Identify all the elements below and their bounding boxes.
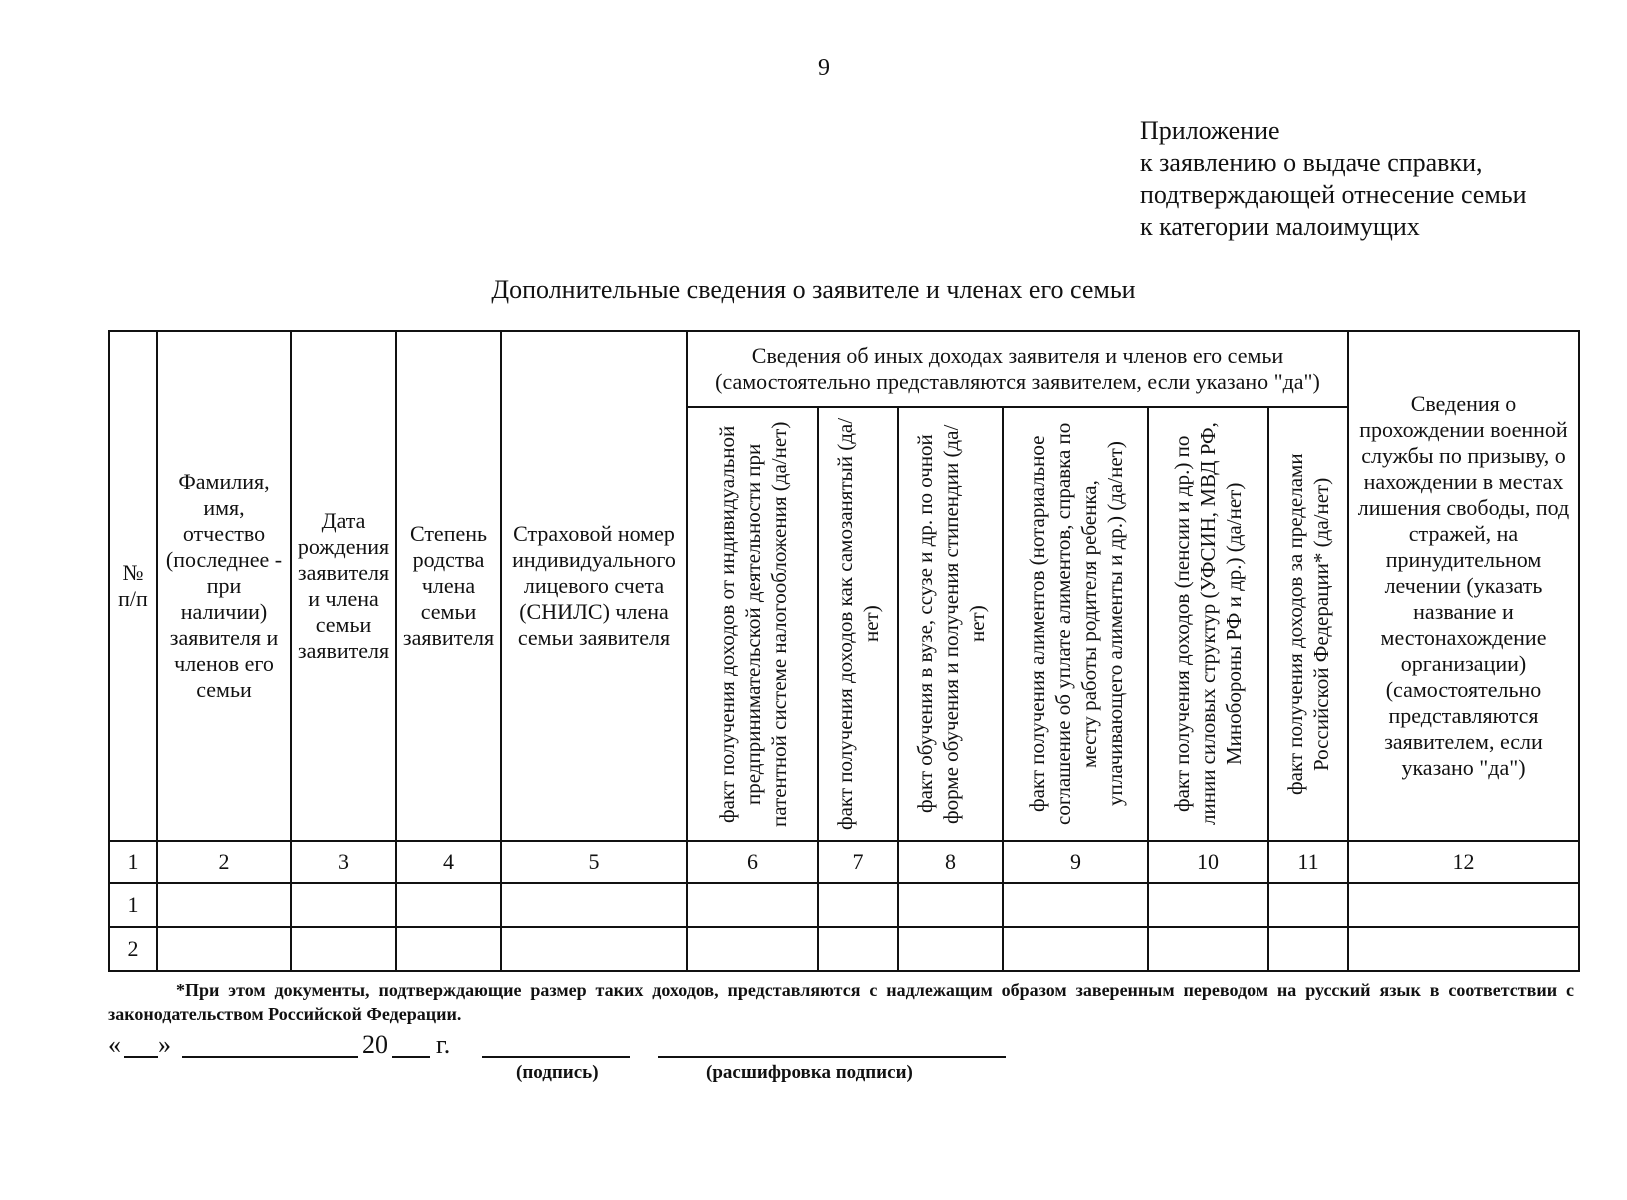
column-number: 2: [157, 841, 291, 883]
month-blank-line[interactable]: [182, 1056, 358, 1058]
header-foreign-income: факт получения доходов за пределами Российской Федерации* (да/нет): [1268, 407, 1348, 841]
column-number: 1: [109, 841, 157, 883]
signature-caption: (подпись): [516, 1062, 599, 1083]
row-number: 1: [109, 883, 157, 927]
header-snils: Страховой номер индивидуального лицевого счета (СНИЛС) члена семьи заявителя: [501, 331, 687, 841]
header-security-pension: факт получения доходов (пенсии и др.) по линии силовых структур (УФСИН, МВД РФ, Минобороны РФ и др.) (да/нет): [1148, 407, 1268, 841]
table-cell[interactable]: [898, 883, 1003, 927]
header-study-stipend: факт обучения в вузе, ссузе и др. по очной форме обучения и получения стипендии (да/нет): [898, 407, 1003, 841]
table-cell[interactable]: [898, 927, 1003, 971]
column-number: 11: [1268, 841, 1348, 883]
column-number: 3: [291, 841, 396, 883]
table-cell[interactable]: [501, 927, 687, 971]
appendix-block: [1140, 115, 1527, 243]
table-cell[interactable]: [1148, 883, 1268, 927]
table-cell[interactable]: [1268, 883, 1348, 927]
column-number-row: [109, 841, 1579, 883]
appendix-line: Приложение: [1140, 116, 1280, 145]
document-title: Дополнительные сведения о заявителе и членах его семьи: [491, 275, 1136, 304]
signature-decoding-caption: (расшифровка подписи): [706, 1062, 913, 1083]
column-number: 12: [1348, 841, 1579, 883]
footnote-text: *При этом документы, подтверждающие размер таких доходов, представляются с надлежащим образом заверенным переводом на русский язык в соответствии с законодательством Российской Федерации.: [108, 980, 1574, 1024]
header-relationship: Степень родства члена семьи заявителя: [396, 331, 501, 841]
appendix-line: подтверждающей отнесение семьи: [1140, 180, 1527, 209]
year-suffix: г.: [436, 1030, 451, 1059]
table-cell[interactable]: [687, 883, 818, 927]
header-number: № п/п: [109, 331, 157, 841]
table-cell[interactable]: [1003, 927, 1148, 971]
header-birth-date: Дата рождения заявителя и члена семьи заявителя: [291, 331, 396, 841]
table-cell[interactable]: [291, 927, 396, 971]
row-number: 2: [109, 927, 157, 971]
table-cell[interactable]: [687, 927, 818, 971]
column-number: 6: [687, 841, 818, 883]
header-alimony: факт получения алиментов (нотариальное соглашение об уплате алиментов, справка по месту работы родителя ребенка, уплачивающего алименты и др.) (да/нет): [1003, 407, 1148, 841]
year-prefix: 20: [362, 1030, 388, 1059]
table-cell[interactable]: [291, 883, 396, 927]
table-cell[interactable]: [157, 883, 291, 927]
footnote: [108, 978, 1574, 1026]
header-other-income-group: Сведения об иных доходах заявителя и членов его семьи (самостоятельно представляются заявителем, если указано "да"): [687, 331, 1348, 407]
column-number: 5: [501, 841, 687, 883]
column-number: 8: [898, 841, 1003, 883]
signature-decoding-blank-line[interactable]: [658, 1056, 1006, 1058]
table-row: [109, 927, 1579, 971]
appendix-line: к категории малоимущих: [1140, 212, 1420, 241]
page-number: 9: [818, 55, 830, 81]
signature-blank-line[interactable]: [482, 1056, 630, 1058]
header-patent-income: факт получения доходов от индивидуальной предпринимательской деятельности при патентной системе налогообложения (да/нет): [687, 407, 818, 841]
appendix-line: к заявлению о выдаче справки,: [1140, 148, 1483, 177]
table-cell[interactable]: [501, 883, 687, 927]
column-number: 7: [818, 841, 898, 883]
header-military-service: Сведения о прохождении военной службы по призыву, о нахождении в местах лишения свободы, под стражей, на принудительном лечении (указать название и местонахождение организации) (самостоятельно представляются заявителем, если указано "да"): [1348, 331, 1579, 841]
header-self-employed: факт получения доходов как самозанятый (да/нет): [818, 407, 898, 841]
column-number: 10: [1148, 841, 1268, 883]
table-cell[interactable]: [1348, 927, 1579, 971]
table-cell[interactable]: [1348, 883, 1579, 927]
date-quote-close: »: [158, 1030, 171, 1059]
day-blank-line[interactable]: [124, 1056, 158, 1058]
info-table: [108, 330, 1580, 972]
year-blank-line[interactable]: [392, 1056, 430, 1058]
header-full-name: Фамилия, имя, отчество (последнее - при наличии) заявителя и членов его семьи: [157, 331, 291, 841]
date-quote-open: «: [108, 1030, 121, 1059]
table-cell[interactable]: [1148, 927, 1268, 971]
table-row: [109, 883, 1579, 927]
table-cell[interactable]: [396, 883, 501, 927]
table-cell[interactable]: [818, 883, 898, 927]
table-cell[interactable]: [1003, 883, 1148, 927]
column-number: 9: [1003, 841, 1148, 883]
table-cell[interactable]: [818, 927, 898, 971]
column-number: 4: [396, 841, 501, 883]
table-cell[interactable]: [157, 927, 291, 971]
table-cell[interactable]: [396, 927, 501, 971]
table-cell[interactable]: [1268, 927, 1348, 971]
